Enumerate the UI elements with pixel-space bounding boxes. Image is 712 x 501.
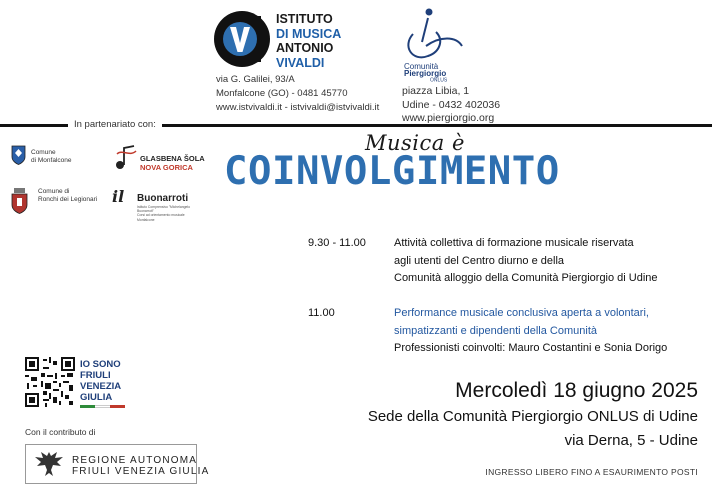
schedule-time: 9.30 - 11.00 bbox=[308, 237, 366, 249]
vivaldi-name-line: DI MUSICA bbox=[276, 26, 342, 41]
piergiorgio-address-line: piazza Libia, 1 bbox=[402, 85, 470, 97]
fvg-line: GIULIA bbox=[80, 392, 113, 403]
buonarroti-subtitle bbox=[137, 205, 197, 222]
monfalcone-crest-icon bbox=[11, 145, 26, 165]
event-address: via Derna, 5 - Udine bbox=[564, 432, 698, 449]
piergiorgio-website[interactable]: www.piergiorgio.org bbox=[402, 112, 495, 124]
event-date: Mercoledì 18 giugno 2025 bbox=[455, 379, 698, 402]
ronchi-label bbox=[38, 188, 97, 204]
glasbena-label bbox=[140, 155, 205, 172]
schedule-line: agli utenti del Centro diurno e della bbox=[394, 254, 565, 267]
fvg-line: IO SONO bbox=[80, 359, 121, 370]
schedule-time: 11.00 bbox=[308, 307, 335, 319]
piergiorgio-address bbox=[402, 85, 500, 126]
buonarroti-subtitle-line: Corsi ad orientamento musicale Monfalcone bbox=[137, 213, 185, 222]
schedule-line: Performance musicale conclusiva aperta a volontari, bbox=[394, 307, 649, 319]
page-title: COINVOLGIMENTO bbox=[224, 149, 560, 194]
piergiorgio-logo-icon bbox=[400, 6, 470, 82]
schedule-description bbox=[394, 305, 667, 358]
schedule-line: Attività collettiva di formazione musicale riservata bbox=[394, 237, 634, 249]
ronchi-line: Ronchi dei Legionari bbox=[38, 196, 98, 203]
piergiorgio-address-line: Udine - 0432 402036 bbox=[402, 98, 501, 111]
piergiorgio-logo-line: Comunità bbox=[404, 62, 439, 71]
schedule-description bbox=[394, 235, 658, 288]
glasbena-note-icon bbox=[114, 145, 138, 171]
event-venue: Sede della Comunità Piergiorgio ONLUS di Udine bbox=[367, 408, 698, 425]
glasbena-line: NOVA GORICA bbox=[140, 162, 193, 172]
vivaldi-name-line: ISTITUTO bbox=[276, 12, 333, 26]
monfalcone-label bbox=[31, 149, 71, 165]
eagle-icon bbox=[33, 448, 65, 478]
ronchi-crest-icon bbox=[11, 188, 28, 214]
italian-flag-stripe bbox=[80, 405, 125, 408]
schedule-line: Professionisti coinvolti: Mauro Costantini e Sonia Dorigo bbox=[394, 342, 668, 354]
schedule-line: Comunità alloggio della Comunità Piergiorgio di Udine bbox=[394, 272, 658, 284]
glasbena-line: GLASBENA ŠOLA bbox=[140, 154, 205, 163]
vivaldi-address bbox=[216, 73, 379, 115]
buonarroti-name: Buonarroti bbox=[137, 193, 189, 204]
vivaldi-address-line: via G. Galilei, 93/A bbox=[216, 74, 295, 85]
schedule-line: simpatizzanti e dipendenti della Comunità bbox=[394, 324, 598, 337]
vivaldi-website[interactable]: www.istvivaldi.it - istvivaldi@istvivaldi.it bbox=[216, 102, 380, 113]
qr-code-icon[interactable] bbox=[25, 357, 75, 407]
vivaldi-address-line: Monfalcone (GO) - 0481 45770 bbox=[216, 88, 348, 99]
vivaldi-institute-name bbox=[276, 12, 341, 70]
entry-note: INGRESSO LIBERO FINO A ESAURIMENTO POSTI bbox=[485, 467, 698, 477]
monfalcone-line: Comune bbox=[31, 149, 56, 156]
buonarroti-il: il bbox=[112, 187, 125, 206]
region-line: REGIONE AUTONOMA bbox=[72, 455, 198, 466]
contribution-label: Con il contributo di bbox=[25, 427, 96, 437]
partnership-label: In partenariato con: bbox=[68, 119, 162, 130]
region-name bbox=[72, 455, 209, 477]
vivaldi-name-line: VIVALDI bbox=[276, 55, 325, 70]
ronchi-line: Comune di bbox=[38, 188, 70, 195]
title-script: Musica è bbox=[365, 131, 465, 155]
buonarroti-subtitle-line: Istituto Comprensivo "Michelangelo Buonarroti" bbox=[137, 205, 191, 214]
fvg-line: FRIULI bbox=[80, 370, 111, 381]
monfalcone-line: di Monfalcone bbox=[31, 157, 72, 164]
fvg-line: VENEZIA bbox=[80, 381, 122, 392]
piergiorgio-logo-line: Piergiorgio bbox=[404, 69, 447, 78]
fvg-brand bbox=[80, 359, 121, 403]
vivaldi-name-line: ANTONIO bbox=[276, 41, 334, 55]
region-line: FRIULI VENEZIA GIULIA bbox=[72, 466, 210, 477]
vivaldi-logo-icon bbox=[213, 10, 271, 68]
piergiorgio-logo-line: ONLUS bbox=[430, 77, 448, 82]
